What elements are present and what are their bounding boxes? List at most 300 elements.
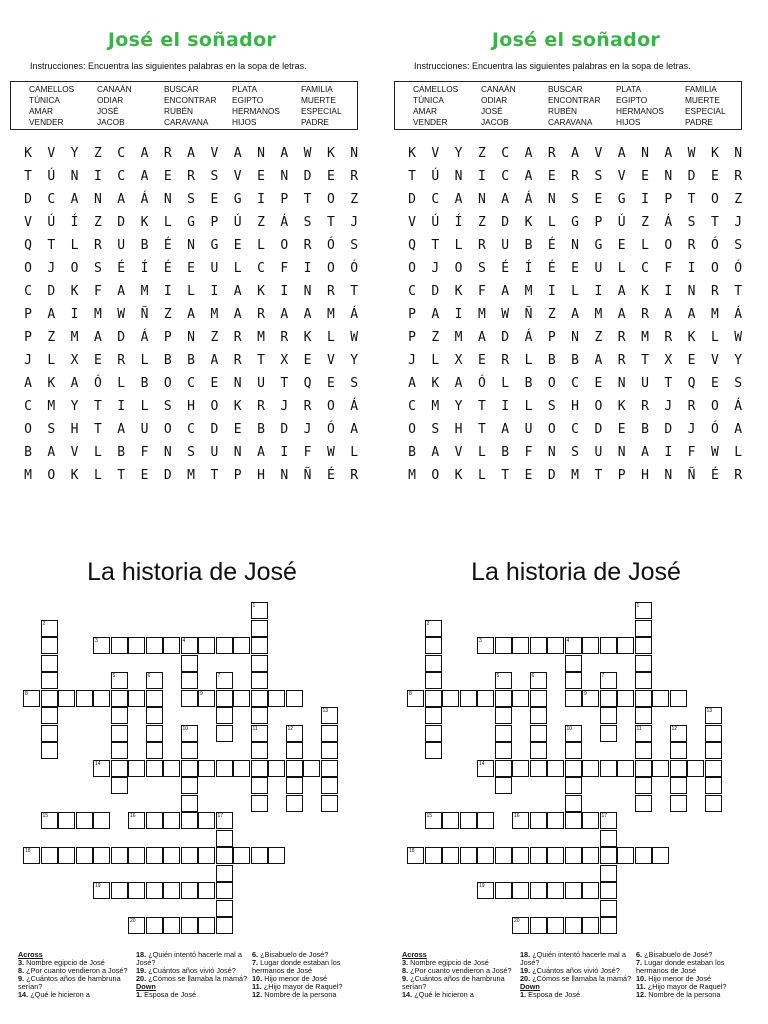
grid-letter: Z — [594, 330, 603, 345]
crossword-cell[interactable] — [530, 742, 547, 759]
crossword-cell[interactable] — [705, 777, 722, 794]
crossword-cell[interactable] — [565, 655, 582, 672]
crossword-cell[interactable] — [670, 760, 687, 777]
crossword-cell[interactable] — [635, 655, 652, 672]
crossword-cell[interactable] — [286, 690, 303, 707]
crossword-cell[interactable] — [635, 847, 652, 864]
crossword-cell[interactable] — [128, 690, 145, 707]
crossword-cell[interactable] — [146, 882, 163, 899]
crossword-cell[interactable] — [600, 690, 617, 707]
crossword-cell[interactable] — [565, 812, 582, 829]
crossword-cell[interactable] — [565, 882, 582, 899]
crossword-cell[interactable] — [565, 690, 582, 707]
crossword-cell[interactable] — [198, 847, 215, 864]
wordsearch-title: José el soñador — [491, 29, 661, 51]
crossword-cell[interactable] — [425, 690, 442, 707]
crossword-cell[interactable] — [111, 707, 128, 724]
crossword-cell[interactable] — [582, 637, 599, 654]
grid-letter: J — [664, 399, 673, 414]
crossword-cell[interactable] — [128, 760, 145, 777]
crossword-cell[interactable] — [41, 742, 58, 759]
grid-letter: B — [117, 445, 126, 460]
crossword-cell[interactable] — [111, 725, 128, 742]
grid-letter: É — [163, 238, 172, 253]
clue-number: 20 — [130, 918, 136, 924]
clue-number: 18. — [520, 951, 531, 959]
grid-letter: R — [117, 353, 126, 368]
crossword-cell[interactable] — [216, 847, 233, 864]
crossword-cell[interactable] — [251, 847, 268, 864]
grid-letter: S — [594, 169, 603, 184]
crossword-cell[interactable] — [216, 900, 233, 917]
crossword-cell[interactable] — [41, 725, 58, 742]
crossword-cell[interactable] — [321, 777, 338, 794]
crossword-cell[interactable] — [251, 672, 268, 689]
crossword-cell[interactable] — [565, 847, 582, 864]
crossword-cell[interactable] — [512, 847, 529, 864]
crossword-cell[interactable] — [442, 847, 459, 864]
grid-letter: N — [233, 445, 242, 460]
grid-letter: L — [140, 353, 149, 368]
crossword-cell[interactable] — [111, 760, 128, 777]
crossword-cell[interactable] — [181, 672, 198, 689]
crossword-cell[interactable] — [477, 847, 494, 864]
crossword-cell[interactable] — [41, 672, 58, 689]
crossword-cell[interactable] — [512, 760, 529, 777]
grid-letter: H — [641, 468, 649, 483]
crossword-cell[interactable] — [547, 917, 564, 934]
crossword-cell[interactable] — [216, 725, 233, 742]
crossword-cell[interactable] — [41, 707, 58, 724]
grid-letter: L — [571, 284, 579, 299]
crossword-cell[interactable] — [216, 917, 233, 934]
grid-letter: T — [280, 376, 289, 391]
crossword-cell[interactable] — [635, 707, 652, 724]
grid-letter: K — [233, 399, 242, 414]
crossword-cell[interactable] — [512, 690, 529, 707]
crossword-cell[interactable] — [565, 760, 582, 777]
crossword-cell[interactable] — [495, 725, 512, 742]
grid-letter: L — [454, 238, 463, 253]
crossword-cell[interactable] — [111, 637, 128, 654]
crossword-cell[interactable] — [233, 847, 250, 864]
crossword-cell[interactable] — [181, 690, 198, 707]
crossword-cell[interactable] — [268, 760, 285, 777]
crossword-cell[interactable] — [198, 882, 215, 899]
grid-letter: X — [454, 353, 463, 368]
grid-letter: W — [350, 330, 359, 345]
crossword-cell[interactable] — [41, 637, 58, 654]
crossword-cell[interactable] — [600, 900, 617, 917]
grid-letter: Ó — [350, 261, 359, 276]
crossword-cell[interactable] — [251, 637, 268, 654]
crossword-cell[interactable] — [600, 865, 617, 882]
grid-letter: O — [24, 261, 32, 276]
crossword-cell[interactable] — [495, 742, 512, 759]
grid-letter: I — [117, 399, 126, 414]
crossword-cell[interactable] — [286, 760, 303, 777]
crossword-cell[interactable] — [705, 742, 722, 759]
crossword-cell[interactable] — [233, 760, 250, 777]
crossword-cell[interactable] — [181, 655, 198, 672]
grid-letter: T — [303, 192, 312, 207]
crossword-cell[interactable] — [460, 690, 477, 707]
crossword-cell[interactable] — [670, 690, 687, 707]
crossword-cell[interactable] — [442, 690, 459, 707]
grid-letter: E — [210, 192, 219, 207]
crossword-cell[interactable] — [425, 637, 442, 654]
grid-letter: R — [187, 169, 195, 184]
grid-letter: U — [524, 422, 533, 437]
crossword-cell[interactable] — [76, 812, 93, 829]
clue-number: 19 — [95, 883, 101, 889]
grid-letter: N — [257, 146, 265, 161]
grid-letter: D — [547, 468, 556, 483]
crossword-cell[interactable] — [321, 795, 338, 812]
clue-number: 12. — [636, 990, 647, 999]
clue-number: 12 — [671, 725, 678, 732]
grid-letter: T — [257, 353, 265, 368]
crossword-cell[interactable] — [565, 672, 582, 689]
clue-number: 16 — [130, 813, 136, 819]
crossword-cell[interactable] — [76, 690, 93, 707]
grid-letter: B — [641, 422, 649, 437]
crossword-cell[interactable] — [705, 725, 722, 742]
grid-letter: D — [303, 169, 312, 184]
clue-number: 8. — [402, 966, 409, 975]
grid-letter: I — [280, 445, 289, 460]
crossword-cell[interactable] — [670, 777, 687, 794]
grid-letter: O — [594, 399, 603, 414]
grid-letter: P — [664, 192, 673, 207]
crossword-cell[interactable] — [93, 812, 110, 829]
crossword-cell[interactable] — [495, 690, 512, 707]
crossword-cell[interactable] — [198, 917, 215, 934]
crossword-cell[interactable] — [41, 847, 58, 864]
crossword-cell[interactable] — [146, 725, 163, 742]
clue — [520, 951, 632, 967]
grid-letter: N — [303, 284, 312, 299]
grid-letter: Z — [350, 192, 359, 207]
grid-letter: O — [547, 376, 556, 391]
grid-letter: T — [47, 238, 56, 253]
crossword-cell[interactable] — [181, 882, 198, 899]
word-item: HERMANOS — [232, 106, 280, 116]
grid-letter: R — [501, 353, 510, 368]
grid-letter: E — [257, 169, 265, 184]
crossword-cell[interactable] — [635, 672, 652, 689]
crossword-cell[interactable] — [652, 760, 669, 777]
grid-letter: S — [687, 215, 696, 230]
crossword-cell[interactable] — [547, 812, 564, 829]
grid-letter: A — [70, 376, 79, 391]
crossword-cell[interactable] — [216, 830, 233, 847]
grid-letter: Á — [140, 192, 149, 207]
grid-letter: E — [210, 376, 219, 391]
crossword-cell[interactable] — [530, 637, 547, 654]
clue-number: 10 — [182, 725, 189, 732]
crossword-cell[interactable] — [635, 620, 652, 637]
grid-letter: Á — [664, 215, 673, 230]
crossword-cell[interactable] — [111, 882, 128, 899]
crossword-cell[interactable] — [146, 637, 163, 654]
grid-letter: A — [303, 307, 312, 322]
crossword-cell[interactable] — [93, 690, 110, 707]
crossword-cell[interactable] — [635, 690, 652, 707]
grid-letter: Ñ — [524, 307, 533, 322]
crossword-cell[interactable] — [181, 742, 198, 759]
crossword-cell[interactable] — [233, 690, 250, 707]
crossword-cell[interactable] — [495, 637, 512, 654]
crossword-cell[interactable] — [163, 847, 180, 864]
crossword-cell[interactable] — [111, 777, 128, 794]
crossword-cell[interactable] — [286, 742, 303, 759]
crossword-cell[interactable] — [635, 637, 652, 654]
crossword-cell[interactable] — [181, 847, 198, 864]
crossword-cell[interactable] — [582, 812, 599, 829]
grid-letter: A — [187, 307, 195, 322]
crossword-cell[interactable] — [303, 760, 320, 777]
crossword-cell[interactable] — [216, 760, 233, 777]
grid-letter: U — [641, 376, 649, 391]
clue-number: 20. — [136, 974, 147, 983]
crossword-cell[interactable] — [582, 760, 599, 777]
crossword-cell[interactable] — [268, 847, 285, 864]
crossword-cell[interactable] — [233, 637, 250, 654]
crossword-cell[interactable] — [93, 847, 110, 864]
crossword-cell[interactable] — [128, 847, 145, 864]
clue-number: 13 — [322, 708, 329, 714]
crossword-cell[interactable] — [477, 812, 494, 829]
grid-letter: T — [326, 215, 335, 230]
crossword-cell[interactable] — [705, 795, 722, 812]
crossword-cell[interactable] — [617, 847, 634, 864]
grid-letter: K — [24, 146, 32, 161]
crossword-cell[interactable] — [251, 760, 268, 777]
grid-letter: W — [710, 445, 719, 460]
crossword-cell[interactable] — [216, 707, 233, 724]
crossword-cell[interactable] — [547, 847, 564, 864]
crossword-cell[interactable] — [181, 812, 198, 829]
grid-letter: E — [326, 376, 335, 391]
crossword-cell[interactable] — [251, 777, 268, 794]
crossword-cell[interactable] — [582, 847, 599, 864]
crossword-cell[interactable] — [128, 882, 145, 899]
crossword-cell[interactable] — [58, 847, 75, 864]
crossword-cell[interactable] — [425, 655, 442, 672]
crossword-cell[interactable] — [163, 760, 180, 777]
crossword-cell[interactable] — [530, 812, 547, 829]
crossword-cell[interactable] — [600, 760, 617, 777]
crossword-cell[interactable] — [251, 620, 268, 637]
crossword-cell[interactable] — [146, 760, 163, 777]
grid-letter: E — [617, 238, 626, 253]
crossword-cell[interactable] — [251, 742, 268, 759]
crossword-cell[interactable] — [216, 882, 233, 899]
crossword-cell[interactable] — [495, 882, 512, 899]
crossword-cell[interactable] — [76, 847, 93, 864]
crossword-cell[interactable] — [530, 882, 547, 899]
crossword-cell[interactable] — [425, 742, 442, 759]
crossword-cell[interactable] — [251, 795, 268, 812]
crossword-cell[interactable] — [565, 777, 582, 794]
grid-letter: D — [664, 422, 673, 437]
grid-letter: L — [710, 330, 719, 345]
crossword-cell[interactable] — [146, 690, 163, 707]
crossword-cell[interactable] — [530, 690, 547, 707]
crossword-cell[interactable] — [670, 742, 687, 759]
crossword-cell[interactable] — [111, 847, 128, 864]
clue-number: 10. — [636, 974, 647, 983]
crossword-cell[interactable] — [198, 812, 215, 829]
grid-letter: F — [303, 445, 312, 460]
crossword-cell[interactable] — [146, 812, 163, 829]
crossword-cell[interactable] — [146, 847, 163, 864]
crossword-cell[interactable] — [582, 882, 599, 899]
crossword-cell[interactable] — [512, 882, 529, 899]
crossword-cell[interactable] — [163, 917, 180, 934]
crossword-cell[interactable] — [600, 882, 617, 899]
crossword-cell[interactable] — [565, 917, 582, 934]
grid-letter: É — [547, 238, 556, 253]
crossword-cell[interactable] — [286, 777, 303, 794]
crossword-cell[interactable] — [442, 812, 459, 829]
crossword-cell[interactable] — [565, 795, 582, 812]
crossword-cell[interactable] — [321, 725, 338, 742]
crossword-cell[interactable] — [163, 812, 180, 829]
crossword-cell[interactable] — [530, 847, 547, 864]
clue-text: ¿Cuántos años vivió José? — [148, 966, 236, 975]
crossword-cell[interactable] — [321, 742, 338, 759]
crossword-cell[interactable] — [635, 742, 652, 759]
crossword-cell[interactable] — [111, 742, 128, 759]
grid-letter: N — [734, 146, 743, 161]
crossword-cell[interactable] — [321, 760, 338, 777]
crossword-cell[interactable] — [635, 760, 652, 777]
grid-letter: F — [664, 261, 673, 276]
crossword-cell[interactable] — [163, 882, 180, 899]
grid-letter: C — [501, 146, 510, 161]
clue-number: 17 — [601, 813, 608, 819]
crossword-cell[interactable] — [530, 707, 547, 724]
crossword-cell[interactable] — [216, 865, 233, 882]
crossword-cell[interactable] — [600, 725, 617, 742]
crossword-cell[interactable] — [600, 707, 617, 724]
crossword-cell[interactable] — [425, 707, 442, 724]
crossword-cell[interactable] — [128, 637, 145, 654]
crossword-cell[interactable] — [251, 655, 268, 672]
crossword-cell[interactable] — [565, 742, 582, 759]
crossword-cell[interactable] — [477, 690, 494, 707]
crossword-cell[interactable] — [163, 637, 180, 654]
crossword-cell[interactable] — [181, 795, 198, 812]
crossword-cell[interactable] — [146, 917, 163, 934]
crossword-cell[interactable] — [617, 760, 634, 777]
grid-letter: L — [350, 445, 359, 460]
crossword-cell[interactable] — [268, 690, 285, 707]
crossword-cell[interactable] — [705, 760, 722, 777]
crossword-cell[interactable] — [617, 637, 634, 654]
crossword-cell[interactable] — [181, 917, 198, 934]
crossword-cell[interactable] — [600, 917, 617, 934]
grid-letter: Z — [477, 215, 486, 230]
grid-letter: M — [24, 468, 32, 483]
crossword-cell[interactable] — [547, 760, 564, 777]
crossword-cell[interactable] — [670, 795, 687, 812]
crossword-cell[interactable] — [58, 690, 75, 707]
wordsearch-instructions: Instrucciones: Encuentra las siguientes palabras en la sopa de letras. — [30, 61, 307, 71]
crossword-cell[interactable] — [652, 847, 669, 864]
grid-letter: P — [408, 307, 416, 322]
crossword-cell[interactable] — [547, 882, 564, 899]
word-item: TÚNICA — [29, 95, 60, 105]
crossword-cell[interactable] — [181, 760, 198, 777]
crossword-cell[interactable] — [530, 917, 547, 934]
crossword-cell[interactable] — [687, 760, 704, 777]
crossword-cell[interactable] — [652, 690, 669, 707]
grid-letter: R — [710, 284, 719, 299]
crossword-cell[interactable] — [635, 795, 652, 812]
crossword-cell[interactable] — [547, 637, 564, 654]
grid-letter: O — [70, 261, 79, 276]
crossword-cell[interactable] — [251, 707, 268, 724]
word-item: MUERTE — [685, 95, 720, 105]
crossword-cell[interactable] — [600, 847, 617, 864]
grid-letter: M — [408, 468, 416, 483]
grid-letter: P — [547, 330, 556, 345]
grid-letter: D — [408, 192, 416, 207]
grid-letter: D — [117, 330, 126, 345]
clue-text: ¿Cómos se llamaba la mamá? — [532, 974, 632, 983]
crossword-cell[interactable] — [146, 707, 163, 724]
grid-letter: P — [24, 330, 32, 345]
crossword-cell[interactable] — [530, 725, 547, 742]
crossword-cell[interactable] — [146, 742, 163, 759]
crossword-cell[interactable] — [530, 760, 547, 777]
crossword-cell[interactable] — [251, 690, 268, 707]
crossword-cell[interactable] — [460, 812, 477, 829]
crossword-cell[interactable] — [460, 847, 477, 864]
crossword-cell[interactable] — [216, 690, 233, 707]
crossword-cell[interactable] — [512, 637, 529, 654]
crossword-cell[interactable] — [600, 830, 617, 847]
crossword-cell[interactable] — [582, 917, 599, 934]
clue-number: 20. — [520, 974, 531, 983]
crossword-cell[interactable] — [425, 672, 442, 689]
crossword-cell[interactable] — [425, 725, 442, 742]
crossword-cell[interactable] — [198, 637, 215, 654]
crossword-cell[interactable] — [617, 690, 634, 707]
crossword-cell[interactable] — [216, 637, 233, 654]
grid-letter: Z — [734, 192, 743, 207]
crossword-cell[interactable] — [425, 847, 442, 864]
crossword-cell[interactable] — [600, 637, 617, 654]
crossword-cell[interactable] — [111, 690, 128, 707]
grid-letter: F — [140, 445, 149, 460]
crossword-cell[interactable] — [495, 777, 512, 794]
crossword-cell[interactable] — [181, 777, 198, 794]
crossword-cell[interactable] — [58, 812, 75, 829]
crossword-cell[interactable] — [286, 795, 303, 812]
crossword-cell[interactable] — [635, 777, 652, 794]
crossword-cell[interactable] — [495, 760, 512, 777]
crossword-cell[interactable] — [495, 707, 512, 724]
crossword-cell[interactable] — [41, 655, 58, 672]
crossword-cell[interactable] — [495, 847, 512, 864]
crossword-cell[interactable] — [198, 760, 215, 777]
clue-number: 6. — [252, 951, 259, 959]
crossword-cell[interactable] — [41, 690, 58, 707]
